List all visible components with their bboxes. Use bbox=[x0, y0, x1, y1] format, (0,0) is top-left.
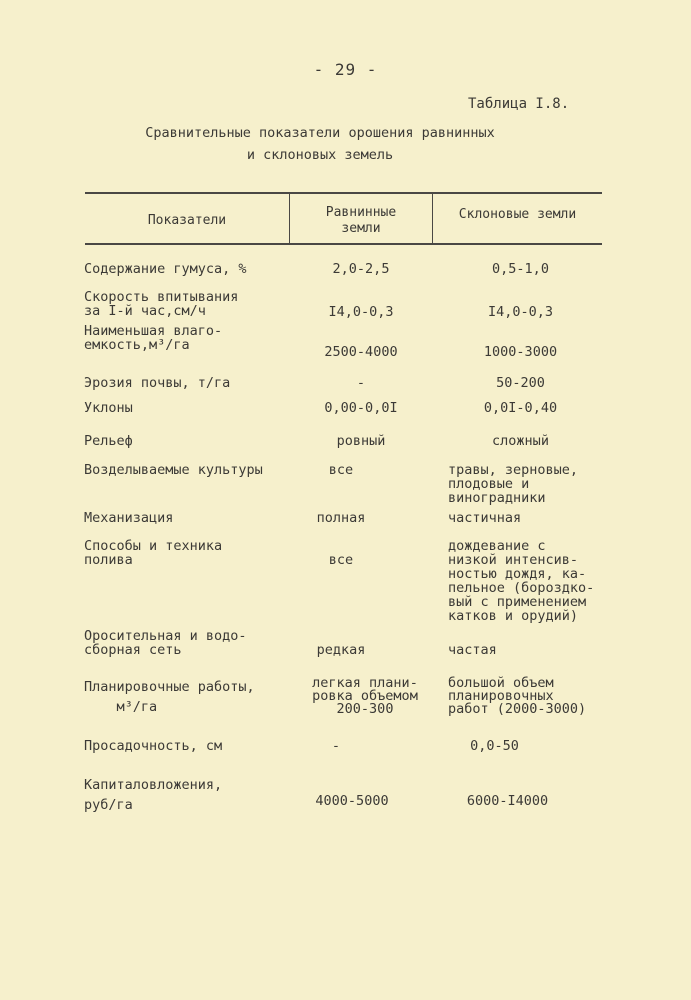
table-top-rule bbox=[85, 192, 602, 194]
table-header-rule bbox=[85, 243, 602, 245]
row-slope-value: большой объем планировочных работ (2000-3000) bbox=[448, 675, 587, 717]
row-label: Скорость впитывания за I-й час,см/ч bbox=[84, 289, 239, 319]
row-slope-value: I4,0-0,3 bbox=[487, 304, 554, 320]
row-plain-value: легкая плани- ровка объемом 200-300 bbox=[312, 675, 418, 717]
row-plain-value: все bbox=[328, 462, 354, 478]
row-plain-value: 2500-4000 bbox=[324, 344, 398, 360]
row-plain-value: полная bbox=[316, 510, 366, 526]
row-slope-value: 1000-3000 bbox=[483, 344, 558, 360]
row-label: Просадочность, см bbox=[84, 738, 223, 754]
row-slope-value: частичная bbox=[448, 510, 522, 526]
page-number: - 29 - bbox=[313, 60, 378, 79]
row-slope-value: частая bbox=[448, 642, 497, 658]
row-label: Содержание гумуса, % bbox=[84, 261, 247, 277]
table-label: Таблица I.8. bbox=[468, 96, 570, 112]
row-plain-value: - bbox=[331, 738, 341, 754]
row-plain-value: I4,0-0,3 bbox=[328, 304, 394, 320]
row-plain-value: 4000-5000 bbox=[315, 793, 389, 809]
row-slope-value: 6000-I4000 bbox=[466, 793, 549, 809]
row-label: Уклоны bbox=[84, 400, 133, 416]
row-slope-value: 50-200 bbox=[496, 375, 545, 391]
row-plain-value: - bbox=[356, 375, 366, 391]
row-label: Рельеф bbox=[84, 433, 133, 449]
row-label: Наименьшая влаго- емкость,м³/га bbox=[84, 323, 223, 353]
row-label: Планировочные работы, м³/га bbox=[84, 679, 255, 715]
row-slope-value: 0,0I-0,40 bbox=[483, 400, 558, 416]
title-line-1: Сравнительные показатели орошения равнинных bbox=[145, 125, 495, 141]
row-plain-value: редкая bbox=[316, 642, 366, 658]
row-label: Капиталовложения, руб/га bbox=[84, 777, 223, 813]
row-label: Оросительная и водо- сборная сеть bbox=[84, 628, 247, 658]
row-label: Механизация bbox=[84, 510, 174, 526]
row-label: Возделываемые культуры bbox=[84, 462, 263, 478]
row-plain-value: ровный bbox=[336, 433, 386, 449]
row-slope-value: сложный bbox=[492, 433, 549, 449]
row-plain-value: 0,00-0,0I bbox=[324, 400, 398, 416]
row-label: Эрозия почвы, т/га bbox=[84, 375, 231, 391]
row-plain-value: все bbox=[328, 552, 354, 568]
header-col-slope: Склоновые земли bbox=[458, 207, 577, 222]
row-plain-value: 2,0-2,5 bbox=[332, 261, 390, 277]
row-slope-value: травы, зерновые, плодовые и виноградники bbox=[448, 462, 579, 506]
header-col-indicators: Показатели bbox=[147, 213, 227, 228]
row-slope-value: 0,5-1,0 bbox=[492, 261, 549, 277]
header-col-plain: Равнинные земли bbox=[325, 205, 397, 236]
title-line-2: и склоновых земель bbox=[246, 147, 394, 163]
row-label: Способы и техника полива bbox=[84, 538, 223, 568]
row-slope-value: дождевание с низкой интенсив- ностью дождя, ка- пельное (бороздко- вый с применением катков и орудий) bbox=[448, 538, 595, 624]
row-slope-value: 0,0-50 bbox=[470, 738, 519, 754]
table-title bbox=[0, 122, 630, 166]
